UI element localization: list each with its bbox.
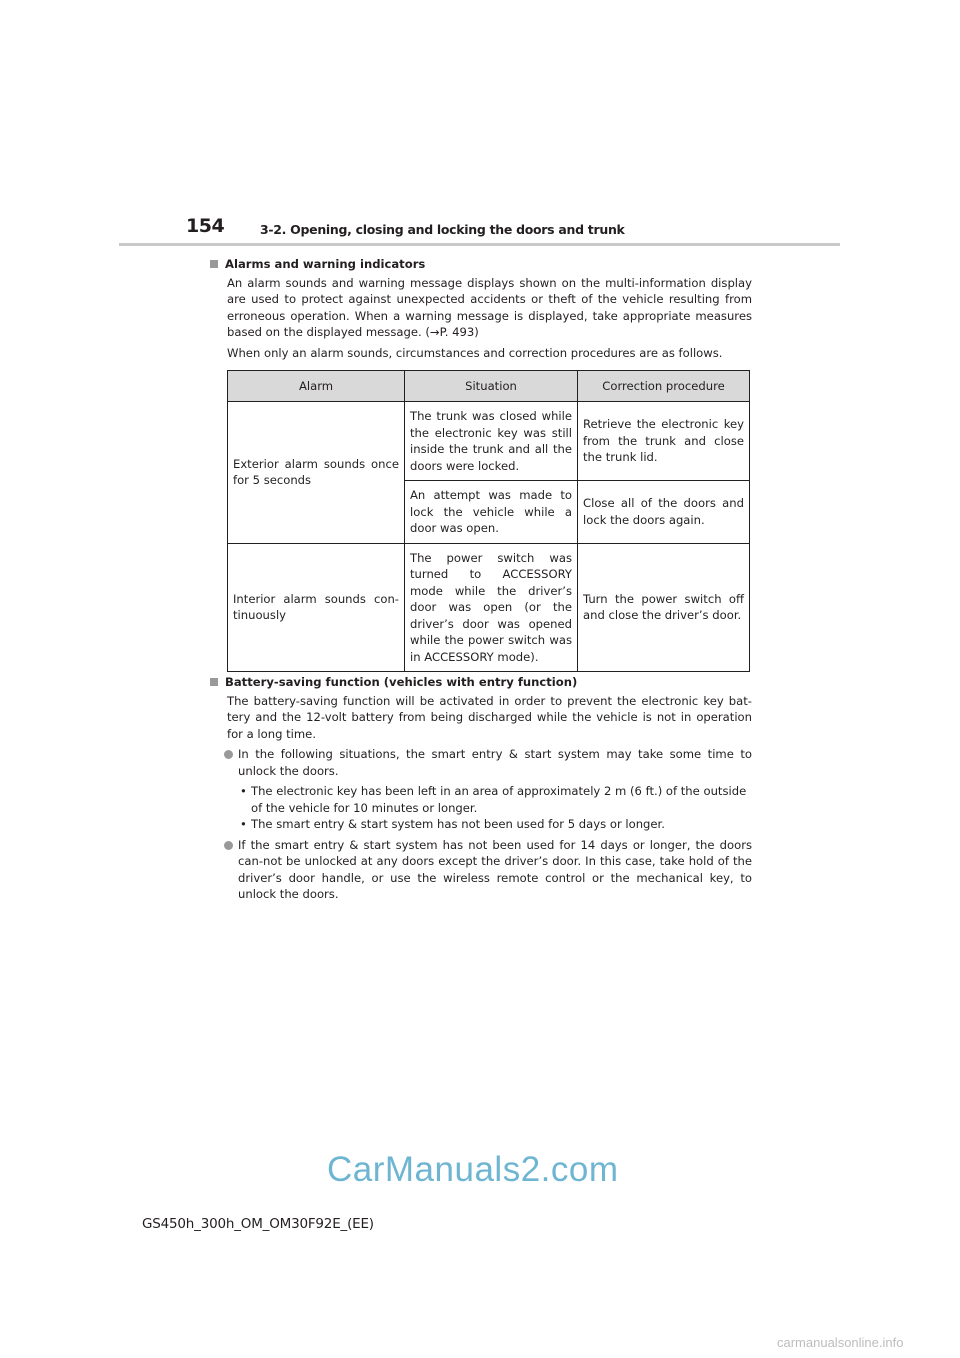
bullet-text: If the smart entry & start system has not been used for 14 days or longer, the doors can-not be unlocked at any doors except the driver’s door. In this case, take hold of the driver’s door handle, or use the wireless remote control or the mechanical key, to unlock the doors. bbox=[238, 837, 752, 901]
sub-bullet-marker: • bbox=[240, 817, 247, 831]
correction-cell: Retrieve the electronic key from the trunk and close the trunk lid. bbox=[578, 402, 750, 481]
header-rule bbox=[119, 243, 840, 246]
sub-bullet-marker: • bbox=[240, 784, 247, 798]
table-row bbox=[228, 543, 750, 672]
battery-heading bbox=[210, 674, 752, 691]
alarms-paragraph-2: When only an alarm sounds, circumstances and correction procedures are as follows. bbox=[227, 345, 723, 360]
sub-item-text: The smart entry & start system has not been used for 5 days or longer. bbox=[251, 817, 665, 831]
square-bullet-icon bbox=[210, 260, 218, 268]
document-code: GS450h_300h_OM_OM30F92E_(EE) bbox=[142, 1216, 374, 1232]
bullet-item bbox=[210, 837, 752, 903]
circle-bullet-icon bbox=[224, 841, 233, 850]
sub-item bbox=[210, 816, 752, 833]
header-situation: Situation bbox=[405, 371, 578, 402]
square-bullet-icon bbox=[210, 678, 218, 686]
bullet-item bbox=[210, 746, 752, 779]
alarms-heading bbox=[210, 256, 752, 273]
sub-item-text: The electronic key has been left in an area of approximately 2 m (6 ft.) of the outside of the vehicle for 10 minutes or longer. bbox=[251, 784, 747, 815]
sub-item bbox=[210, 783, 752, 816]
watermark-logo: CarManuals2.com bbox=[327, 1150, 619, 1189]
battery-section bbox=[210, 674, 752, 903]
watermark-url: carmanualsonline.info bbox=[777, 1335, 904, 1350]
situation-cell: An attempt was made to lock the vehicle while a door was open. bbox=[405, 481, 578, 544]
alarms-paragraph-1: An alarm sounds and warning message displays shown on the multi-information display are used to protect against unexpected accidents or theft of the vehicle resulting from erroneous operation. When a warning message is displayed, take appropriate measures based on the displayed message. (→P. 493) bbox=[227, 275, 752, 339]
alarms-heading-text: Alarms and warning indicators bbox=[225, 257, 426, 271]
header-correction: Correction procedure bbox=[578, 371, 750, 402]
circle-bullet-icon bbox=[224, 750, 233, 759]
battery-paragraph: The battery-saving function will be activated in order to prevent the electronic key bat-tery and the 12-volt battery from being discharged while the vehicle is not in operation for a long time. bbox=[227, 693, 752, 741]
section-title: 3-2. Opening, closing and locking the doors and trunk bbox=[260, 222, 625, 237]
page-number: 154 bbox=[186, 215, 225, 237]
bullet-text: In the following situations, the smart entry & start system may take some time to unlock the doors. bbox=[238, 747, 752, 778]
alarm-cell: Exterior alarm sounds once for 5 seconds bbox=[228, 402, 405, 544]
table-row bbox=[228, 402, 750, 481]
battery-heading-text: Battery-saving function (vehicles with entry function) bbox=[225, 675, 578, 689]
header-alarm: Alarm bbox=[228, 371, 405, 402]
situation-cell: The trunk was closed while the electronic key was still inside the trunk and all the doors were locked. bbox=[405, 402, 578, 481]
correction-cell: Close all of the doors and lock the doors again. bbox=[578, 481, 750, 544]
alarm-table bbox=[227, 370, 750, 672]
alarm-cell: Interior alarm sounds con-tinuously bbox=[228, 543, 405, 672]
situation-cell: The power switch was turned to ACCESSORY mode while the driver’s door was open (or the driver’s door was opened while the power switch was in ACCESSORY mode). bbox=[405, 543, 578, 672]
alarms-section bbox=[210, 256, 752, 361]
correction-cell: Turn the power switch off and close the driver’s door. bbox=[578, 543, 750, 672]
table-header-row bbox=[228, 371, 750, 402]
